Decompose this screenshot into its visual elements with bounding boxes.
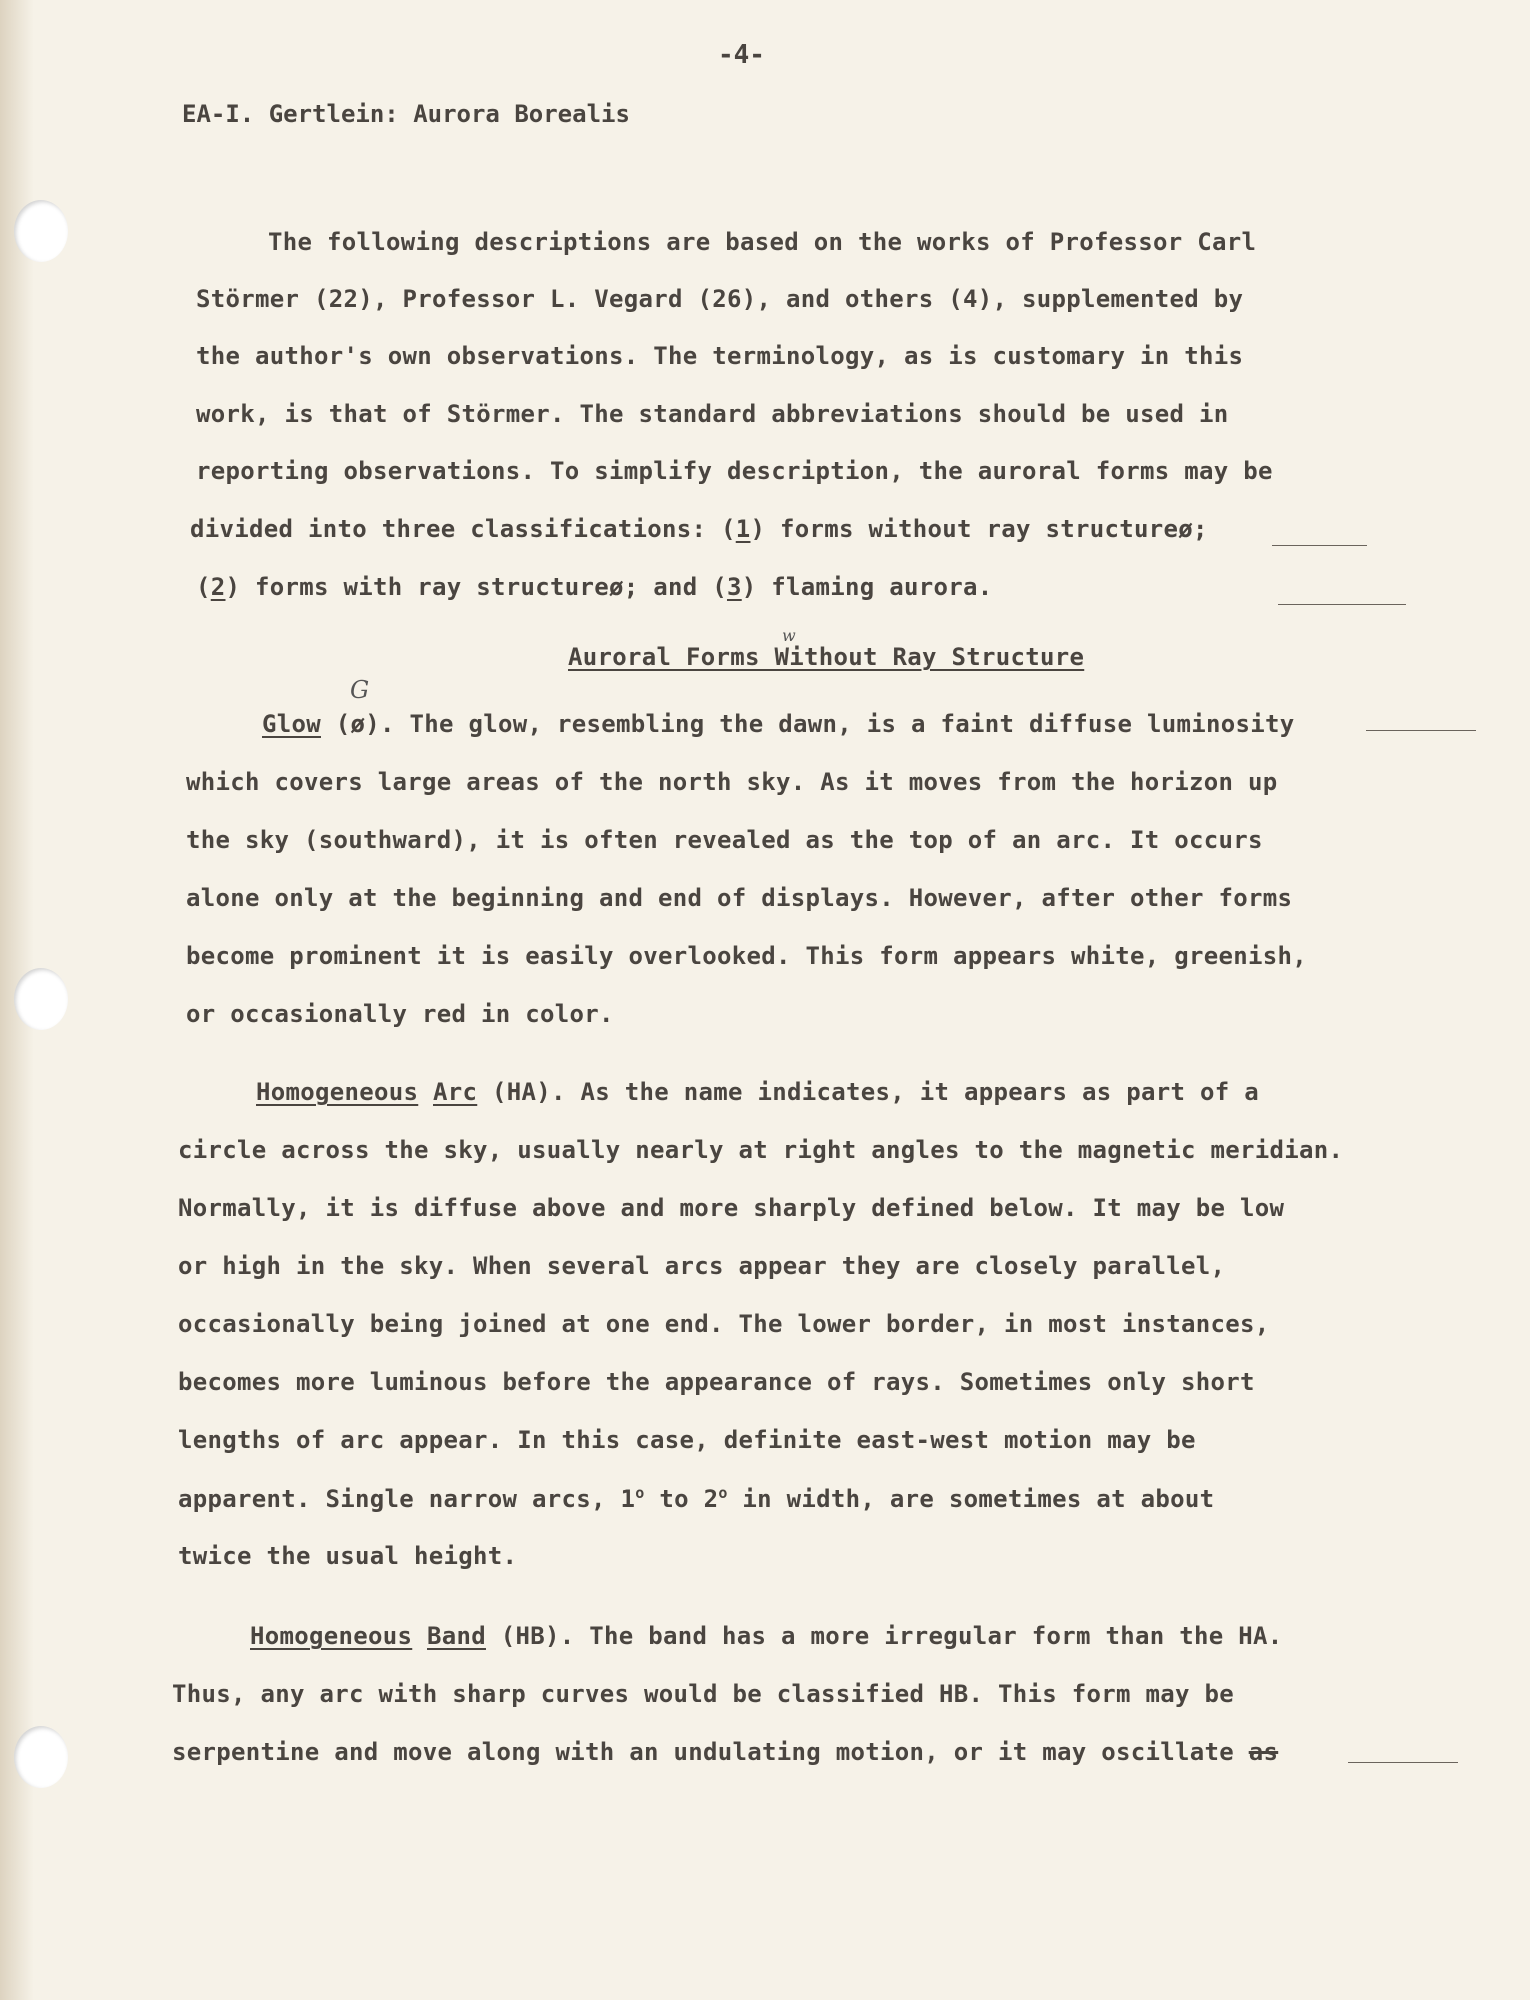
intro-line: Störmer (22), Professor L. Vegard (26), and others (4), supplemented by: [196, 285, 1244, 313]
arc-first-line: [256, 1078, 1259, 1106]
margin-mark: [1366, 730, 1476, 731]
glow-line: which covers large areas of the north sky. As it moves from the horizon up: [186, 768, 1278, 796]
degree-mark: o: [635, 1484, 645, 1502]
list-number: 1: [735, 515, 751, 543]
term-homogeneous: Homogeneous: [256, 1078, 419, 1106]
term-arc: Arc: [433, 1078, 478, 1106]
punch-hole: [14, 1726, 68, 1788]
band-text: (HB). The band has a more irregular form than the HA.: [486, 1622, 1283, 1650]
arc-line: Normally, it is diffuse above and more sharply defined below. It may be low: [178, 1194, 1285, 1222]
glow-line: become prominent it is easily overlooked. This form appears white, greenish,: [186, 942, 1307, 970]
intro-line: The following descriptions are based on the works of Professor Carl: [268, 228, 1257, 256]
arc-text: (HA). As the name indicates, it appears as part of a: [477, 1078, 1259, 1106]
arc-text: apparent. Single narrow arcs, 1: [178, 1485, 636, 1513]
intro-line: [196, 573, 992, 601]
glow-text: The glow, resembling the dawn, is a faint diffuse luminosity: [394, 710, 1295, 738]
glow-line: alone only at the beginning and end of displays. However, after other forms: [186, 884, 1293, 912]
punch-hole: [14, 200, 68, 262]
arc-line: or high in the sky. When several arcs appear they are closely parallel,: [178, 1252, 1226, 1280]
abbr-close: ).: [365, 710, 395, 738]
arc-line: becomes more luminous before the appearance of rays. Sometimes only short: [178, 1368, 1255, 1396]
arc-line: lengths of arc appear. In this case, definite east-west motion may be: [178, 1426, 1196, 1454]
glow-first-line: [262, 710, 1294, 738]
intro-line-text: divided into three classifications: (: [190, 515, 736, 543]
intro-line-text: ; and (: [623, 573, 727, 601]
margin-mark: [1278, 604, 1406, 605]
glow-line: or occasionally red in color.: [186, 1000, 614, 1028]
arc-line: [178, 1484, 1214, 1513]
arc-line: occasionally being joined at one end. The lower border, in most instances,: [178, 1310, 1270, 1338]
handwritten-annotation: G: [350, 676, 370, 704]
handwritten-annotation: w: [782, 626, 796, 645]
intro-line: work, is that of Störmer. The standard abbreviations should be used in: [196, 400, 1229, 428]
intro-line-text: ) forms with ray structure: [225, 573, 609, 601]
margin-mark: [1348, 1762, 1458, 1763]
band-first-line: [250, 1622, 1282, 1650]
section-heading: Auroral Forms Without Ray Structure: [568, 643, 1085, 671]
list-number: 2: [210, 573, 226, 601]
term-glow: Glow: [262, 710, 321, 738]
intro-line-text: ) flaming aurora.: [741, 573, 993, 601]
arc-text: in width, are sometimes at about: [727, 1485, 1215, 1513]
band-line: Thus, any arc with sharp curves would be classified HB. This form may be: [172, 1680, 1234, 1708]
struck-word: as: [1248, 1738, 1279, 1766]
degree-mark: o: [718, 1484, 728, 1502]
struck-character: ø: [350, 710, 366, 738]
arc-line: circle across the sky, usually nearly at right angles to the magnetic meridian.: [178, 1136, 1344, 1164]
intro-line: reporting observations. To simplify description, the auroral forms may be: [196, 457, 1273, 485]
term-homogeneous: Homogeneous: [250, 1622, 413, 1650]
list-number: 3: [726, 573, 742, 601]
band-line: [172, 1738, 1278, 1766]
intro-line-text: ;: [1192, 515, 1208, 543]
margin-mark: [1272, 545, 1367, 546]
struck-character: ø: [1178, 515, 1193, 543]
glow-line: the sky (southward), it is often revealed as the top of an arc. It occurs: [186, 826, 1263, 854]
abbr-open: (: [321, 710, 351, 738]
arc-line: twice the usual height.: [178, 1542, 518, 1570]
term-band: Band: [427, 1622, 486, 1650]
struck-character: ø: [608, 573, 624, 601]
intro-line-text: ) forms without ray structure: [750, 515, 1179, 543]
page-number: -4-: [718, 40, 765, 70]
band-text: serpentine and move along with an undulating motion, or it may oscillate: [172, 1738, 1234, 1766]
punch-hole: [14, 968, 68, 1030]
intro-line: [190, 515, 1208, 543]
intro-line: the author's own observations. The terminology, as is customary in this: [196, 342, 1244, 370]
intro-line-text: (: [196, 573, 211, 601]
document-header: EA-I. Gertlein: Aurora Borealis: [182, 100, 630, 128]
arc-text: to 2: [644, 1485, 719, 1513]
